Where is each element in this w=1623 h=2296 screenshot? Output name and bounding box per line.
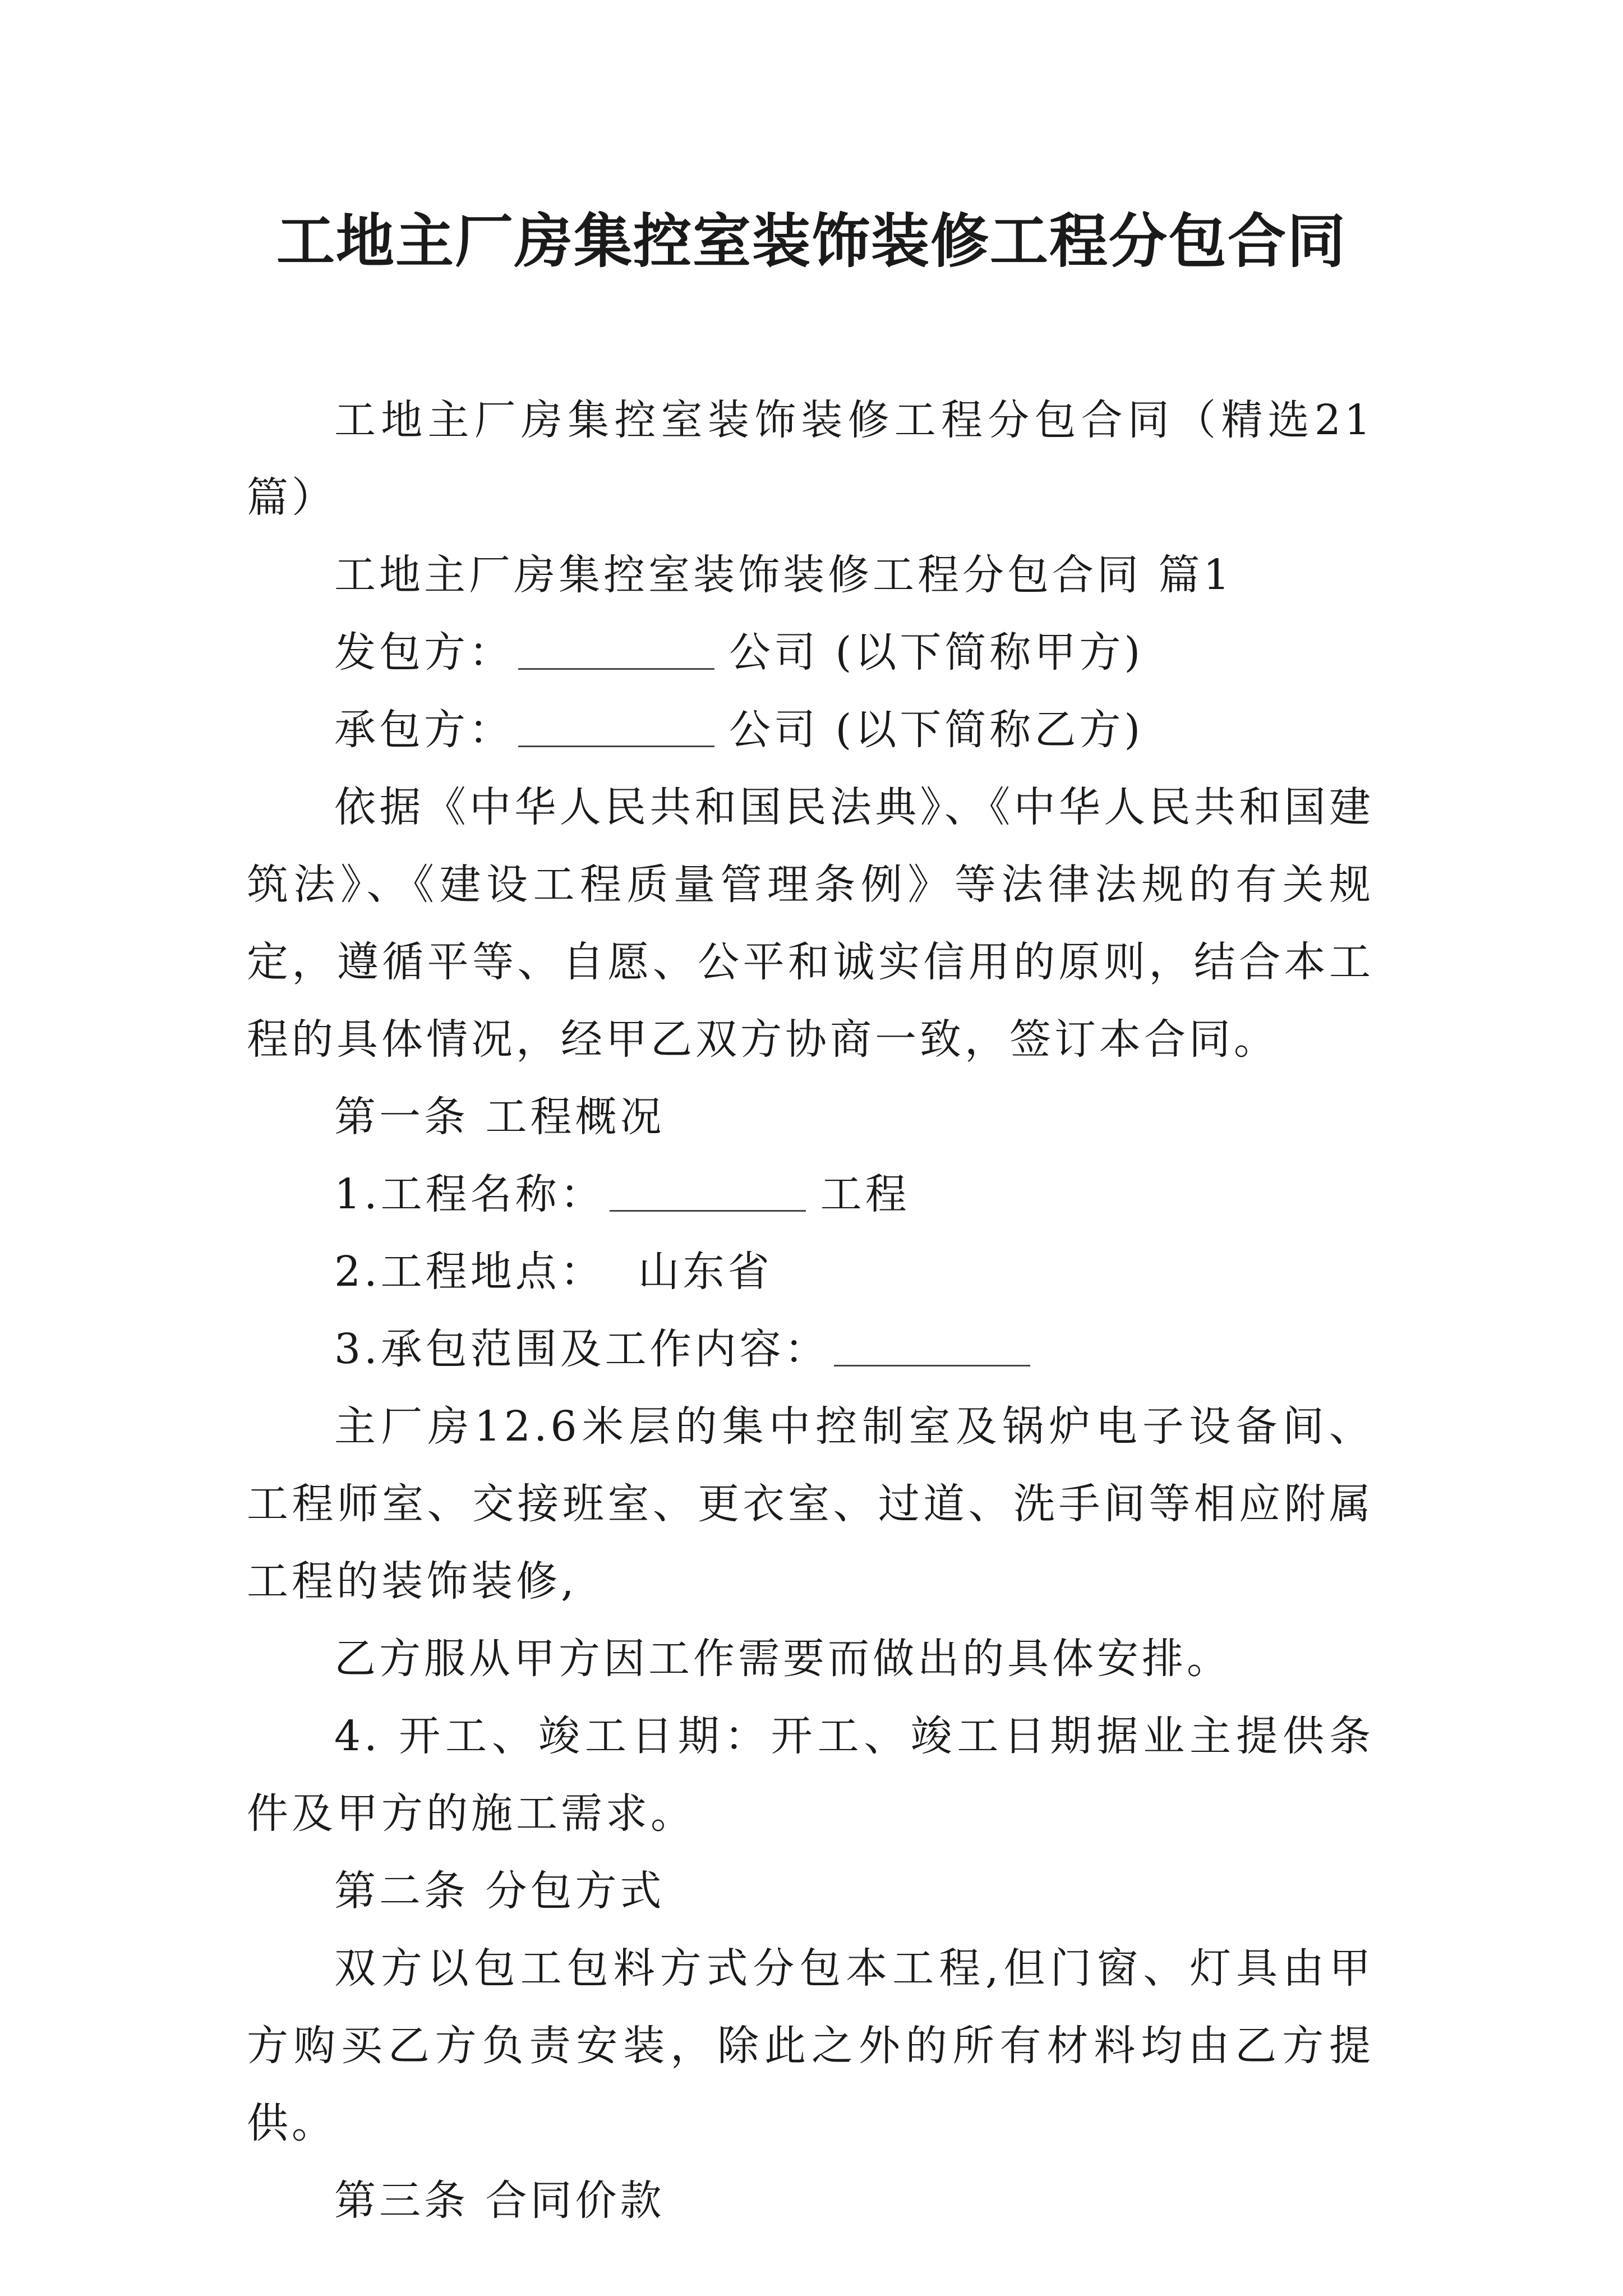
article-2-paragraph: 双方以包工包料方式分包本工程,但门窗、灯具由甲方购买乙方负责安装，除此之外的所有材料均由乙方提供。 (247, 1944, 1374, 2147)
article-1-item-2: 2.工程地点： 山东省 (334, 1248, 773, 1296)
project-name-label: 1.工程名称： (334, 1170, 605, 1218)
subtitle: 工地主厂房集控室装饰装修工程分包合同（精选21篇） (247, 396, 1374, 522)
project-name-suffix: 工程 (820, 1170, 910, 1218)
scope-paragraph: 主厂房12.6米层的集中控制室及锅炉电子设备间、工程师室、交接班室、更衣室、过道、洗手间等相应附属工程的装饰装修, (247, 1402, 1374, 1605)
party-b-line (247, 691, 1374, 769)
party-a-label: 发包方： (334, 628, 514, 677)
scope-label: 3.承包范围及工作内容： (334, 1325, 829, 1373)
scope-note: 乙方服从甲方因工作需要而做出的具体安排。 (334, 1635, 1232, 1683)
article-1-item-3 (247, 1310, 1374, 1388)
party-b-label: 承包方： (334, 706, 514, 754)
project-name-blank (610, 1165, 806, 1212)
party-b-suffix: 公司 (以下简称乙方) (729, 706, 1144, 754)
article-1-heading: 第一条 工程概况 (334, 1093, 665, 1141)
party-a-blank (518, 623, 714, 670)
document-body (247, 381, 1374, 2239)
scope-blank (834, 1320, 1030, 1366)
document-title: 工地主厂房集控室装饰装修工程分包合同 (276, 207, 1347, 275)
article-3-heading: 第三条 合同价款 (334, 2177, 665, 2225)
party-a-suffix: 公司 (以下简称甲方) (729, 628, 1144, 677)
preamble-paragraph: 依据《中华人民共和国民法典》、《中华人民共和国建筑法》、《建设工程质量管理条例》等法律法规的有关规定，遵循平等、自愿、公平和诚实信用的原则，结合本工程的具体情况，经甲乙双方协商一致，签订本合同。 (247, 783, 1374, 1064)
article-2-heading: 第二条 分包方式 (334, 1867, 665, 1915)
article-1-item-1 (247, 1156, 1374, 1233)
section-heading: 工地主厂房集控室装饰装修工程分包合同 篇1 (334, 551, 1233, 599)
party-b-blank (518, 701, 714, 747)
article-1-item-4: 4. 开工、竣工日期：开工、竣工日期据业主提供条件及甲方的施工需求。 (247, 1712, 1374, 1838)
party-a-line (247, 614, 1374, 691)
